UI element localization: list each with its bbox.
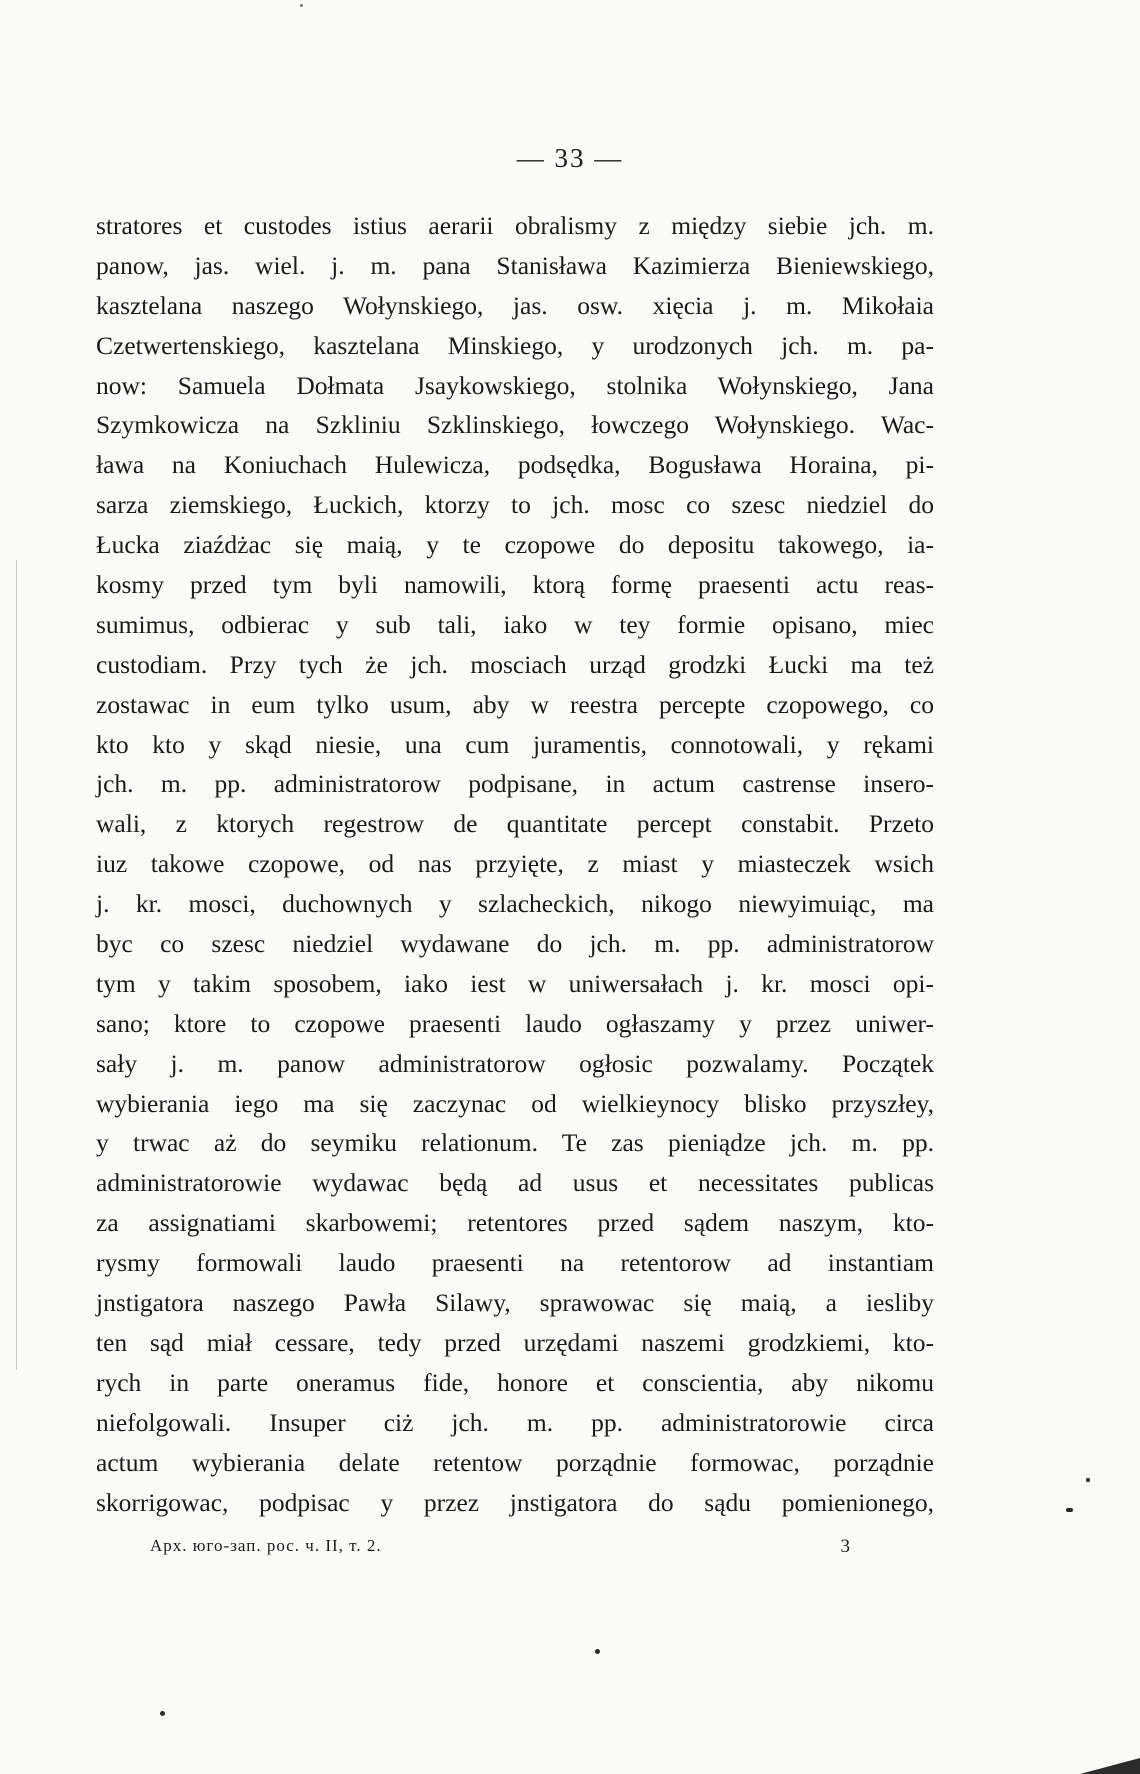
text-line: rysmy formowali laudo praesenti na retentorow ad instantiam <box>96 1248 934 1278</box>
specks <box>1086 1478 1090 1482</box>
specks <box>595 1649 600 1654</box>
footer-signature: Арх. юго-зап. рос. ч. II, т. 2. <box>150 1536 382 1555</box>
body-text <box>96 206 934 1522</box>
text-line: ława na Koniuchach Hulewicza, podsędka, Bogusława Horaina, pi- <box>96 450 934 480</box>
text-line: y trwac aż do seymiku relationum. Te zas pieniądze jch. m. pp. <box>96 1128 934 1158</box>
footer-sheet-number: 3 <box>840 1536 850 1557</box>
text-line: kto kto y skąd niesie, una cum juramentis, connotowali, y rękami <box>96 729 934 759</box>
left-margin-rule <box>16 560 17 1370</box>
text-line: j. kr. mosci, duchownych y szlacheckich, nikogo niewyimuiąc, ma <box>96 889 934 919</box>
text-line: sano; ktore to czopowe praesenti laudo ogłaszamy y przez uniwer- <box>96 1008 934 1038</box>
text-line: wybierania iego ma się zaczynac od wielkieynocy blisko przyszłey, <box>96 1088 934 1118</box>
text-line: wali, z ktorych regestrow de quantitate percept constabit. Przeto <box>96 809 934 839</box>
text-line: now: Samuela Dołmata Jsaykowskiego, stolnika Wołynskiego, Jana <box>96 370 934 400</box>
specks <box>160 1711 165 1716</box>
page-footer <box>150 1536 850 1562</box>
text-line: skorrigowac, podpisac y przez jnstigatora do sądu pomienionego, <box>96 1487 934 1517</box>
text-line: niefolgowali. Insuper ciż jch. m. pp. administratorowie circa <box>96 1407 934 1437</box>
text-line: sumimus, odbierac y sub tali, iako w tey formie opisano, miec <box>96 609 934 639</box>
text-line: Szymkowicza na Szkliniu Szklinskiego, łowczego Wołynskiego. Wac- <box>96 410 934 440</box>
text-line: sały j. m. panow administratorow ogłosic pozwalamy. Początek <box>96 1048 934 1078</box>
text-line: zostawac in eum tylko usum, aby w reestra percepte czopowego, co <box>96 689 934 719</box>
text-line: tym y takim sposobem, iako iest w uniwersałach j. kr. mosci opi- <box>96 968 934 998</box>
corner-scan-artifact <box>1080 1754 1140 1774</box>
text-line: administratorowie wydawac będą ad usus et necessitates publicas <box>96 1168 934 1198</box>
text-line: stratores et custodes istius aerarii obralismy z między siebie jch. m. <box>96 211 934 240</box>
text-line: kasztelana naszego Wołynskiego, jas. osw. xięcia j. m. Mikołaia <box>96 290 934 320</box>
text-line: jch. m. pp. administratorow podpisane, in actum castrense insero- <box>96 769 934 799</box>
text-line: sarza ziemskiego, Łuckich, ktorzy to jch. mosc co szesc niedziel do <box>96 490 934 520</box>
text-line: custodiam. Przy tych że jch. mosciach urząd grodzki Łucki ma też <box>96 649 934 679</box>
text-line: Czetwertenskiego, kasztelana Minskiego, y urodzonych jch. m. pa- <box>96 330 934 360</box>
page-number: — 33 — <box>516 143 624 173</box>
text-line: jnstigatora naszego Pawła Silawy, sprawowac się maią, a iesliby <box>96 1288 934 1318</box>
text-line: actum wybierania delate retentow porządnie formowac, porządnie <box>96 1447 934 1477</box>
text-line: Łucka ziaźdżac się maią, y te czopowe do depositu takowego, ia- <box>96 530 934 560</box>
specks <box>300 4 303 7</box>
text-line: rych in parte oneramus fide, honore et conscientia, aby nikomu <box>96 1367 934 1397</box>
text-line: iuz takowe czopowe, od nas przyięte, z miast y miasteczek wsich <box>96 849 934 879</box>
text-line: byc co szesc niedziel wydawane do jch. m. pp. administratorow <box>96 929 934 959</box>
text-line: za assignatiami skarbowemi; retentores przed sądem naszym, kto- <box>96 1208 934 1238</box>
text-line: panow, jas. wiel. j. m. pana Stanisława Kazimierza Bieniewskiego, <box>96 250 934 280</box>
specks <box>1066 1508 1073 1512</box>
text-line: ten sąd miał cessare, tedy przed urzędami naszemi grodzkiemi, kto- <box>96 1327 934 1357</box>
text-line: kosmy przed tym byli namowili, ktorą formę praesenti actu reas- <box>96 570 934 600</box>
